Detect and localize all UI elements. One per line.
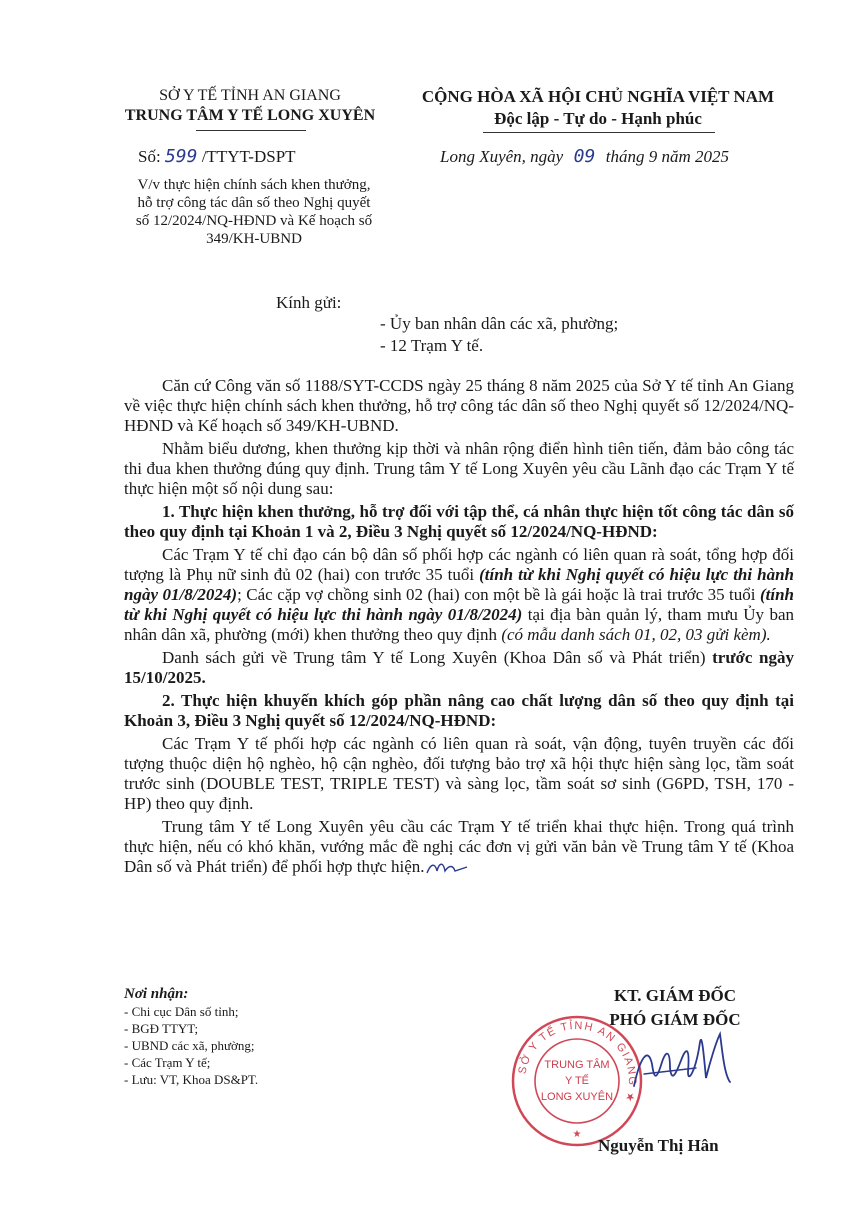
svg-text:★: ★ [572, 1129, 582, 1140]
date-line [440, 146, 729, 167]
distribution-item: - BGĐ TTYT; [124, 1021, 199, 1036]
text-run: Trung tâm Y tế Long Xuyên yêu cầu các Trạm Y tế triển khai thực hiện. Trong quá trình thực hiện, nếu có khó khăn, vướng mắc đề nghị các đơn vị gửi văn bản về Trung tâm Y tế (Khoa Dân số và Phát triển) để phối hợp thực hiện. [124, 817, 794, 876]
body-paragraph: Căn cứ Công văn số 1188/SYT-CCDS ngày 25 tháng 8 năm 2025 của Sở Y tế tỉnh An Giang về việc thực hiện chính sách khen thưởng, hỗ trợ công tác dân số theo Nghị quyết số 12/2024/NQ-HĐND và Kế hoạch số 349/KH-UBND. [124, 376, 794, 435]
body-paragraph [124, 648, 794, 688]
svg-text:SỞ Y TẾ TỈNH AN GIANG ★: SỞ Y TẾ TỈNH AN GIANG ★ [516, 1019, 639, 1105]
section-heading-2: 2. Thực hiện khuyến khích góp phần nâng cao chất lượng dân số theo quy định tại Khoản 3, Điều 3 Nghị quyết số 12/2024/NQ-HĐND: [124, 691, 794, 730]
agency-underline [196, 130, 306, 131]
motto-underline [483, 132, 715, 133]
body-paragraph [124, 817, 794, 877]
signer-role-1: KT. GIÁM ĐỐC [614, 986, 736, 1005]
distribution-item: - Các Trạm Y tế; [124, 1055, 211, 1070]
subject-line: số 12/2024/NQ-HĐND và Kế hoạch số [135, 213, 373, 229]
body-paragraph: Các Trạm Y tế phối hợp các ngành có liên quan rà soát, vận động, tuyên truyền các đối tượng thuộc diện hộ nghèo, hộ cận nghèo, đối tượng bảo trợ xã hội thực hiện sàng lọc, tầm soát trước sinh (DOUBLE TEST, TRIPLE TEST) và sàng lọc, tầm soát sơ sinh (G6PD, TSH, 170 - HP) theo quy định. [124, 734, 794, 813]
recipients-to [380, 313, 618, 357]
subject-line: 349/KH-UBND [206, 231, 302, 247]
text-run: ; Các cặp vợ chồng sinh 02 (hai) con một bề là gái hoặc là trai trước 35 tuổi [237, 585, 760, 604]
initial-scribble-icon [425, 859, 469, 877]
issuing-agency-header [100, 86, 400, 126]
seal-line: TRUNG TÂM [544, 1059, 610, 1071]
deadline-run: trước ngày 15/10/2025. [124, 648, 794, 687]
emphasis-run: (tính từ khi Nghị quyết có hiệu lực thi hành ngày 01/8/2024) [124, 565, 794, 604]
issuing-agency: TRUNG TÂM Y TẾ LONG XUYÊN [124, 107, 376, 124]
date-day-handwritten: 09 [573, 146, 596, 167]
text-run: Danh sách gửi về Trung tâm Y tế Long Xuyên (Khoa Dân số và Phát triển) [162, 648, 713, 667]
text-run: tại địa bàn quản lý, tham mưu Ủy ban nhân dân xã, phường (mới) khen thưởng theo quy định [124, 605, 795, 644]
seal-line: Y TẾ [564, 1075, 590, 1087]
subject-summary [104, 176, 404, 248]
national-motto-header [408, 86, 788, 130]
text-run: Các Trạm Y tế chỉ đạo cán bộ dân số phối hợp các ngành có liên quan rà soát, tổng hợp đối tượng là Phụ nữ sinh đủ 02 (hai) con trước 35 tuổi [124, 545, 794, 584]
handwritten-signature-icon [626, 1028, 746, 1098]
distribution-item: - Chi cục Dân số tỉnh; [124, 1004, 239, 1019]
date-month-year: tháng 9 năm 2025 [605, 147, 729, 166]
document-number [138, 146, 296, 167]
distribution-list [124, 986, 258, 1088]
doc-number-suffix: /TTYT-DSPT [201, 147, 296, 166]
signer-role-2: PHÓ GIÁM ĐỐC [609, 1010, 741, 1029]
doc-number-handwritten: 599 [164, 146, 198, 167]
subject-line: V/v thực hiện chính sách khen thưởng, [137, 177, 371, 193]
distribution-item: - UBND các xã, phường; [124, 1038, 255, 1053]
national-motto: Độc lập - Tự do - Hạnh phúc [494, 109, 702, 128]
recipient-item: - Ủy ban nhân dân các xã, phường; [380, 314, 619, 333]
recipient-item: - 12 Trạm Y tế. [380, 336, 484, 355]
subject-line: hỗ trợ công tác dân số theo Nghị quyết [137, 195, 371, 211]
distribution-item: - Lưu: VT, Khoa DS&PT. [124, 1072, 259, 1087]
body-paragraph: Nhằm biểu dương, khen thưởng kịp thời và nhân rộng điển hình tiên tiến, đảm bảo công tác thi đua khen thưởng đúng quy định. Trung tâm Y tế Long Xuyên yêu cầu Lãnh đạo các Trạm Y tế thực hiện một số nội dung sau: [124, 439, 794, 498]
greeting: Kính gửi: [276, 293, 342, 312]
emphasis-run: (tính từ khi Nghị quyết có hiệu lực thi hành ngày 01/8/2024) [124, 585, 795, 624]
parent-agency: SỞ Y TẾ TỈNH AN GIANG [159, 87, 341, 104]
date-place: Long Xuyên, ngày [440, 147, 564, 166]
seal-line: LONG XUYÊN [540, 1091, 614, 1103]
body-paragraph [124, 545, 794, 645]
country-name: CỘNG HÒA XÃ HỘI CHỦ NGHĨA VIỆT NAM [421, 87, 775, 106]
doc-number-prefix: Số: [138, 147, 161, 166]
section-heading-1: 1. Thực hiện khen thưởng, hỗ trợ đối với tập thể, cá nhân thực hiện tốt công tác dân số theo quy định tại Khoản 1 và 2, Điều 3 Nghị quyết số 12/2024/NQ-HĐND: [124, 502, 794, 541]
distribution-title: Nơi nhận: [124, 986, 189, 1002]
signer-name: Nguyễn Thị Hân [598, 1136, 719, 1155]
document-body [124, 376, 794, 880]
italic-run: (có mẫu danh sách 01, 02, 03 gửi kèm). [501, 625, 771, 644]
